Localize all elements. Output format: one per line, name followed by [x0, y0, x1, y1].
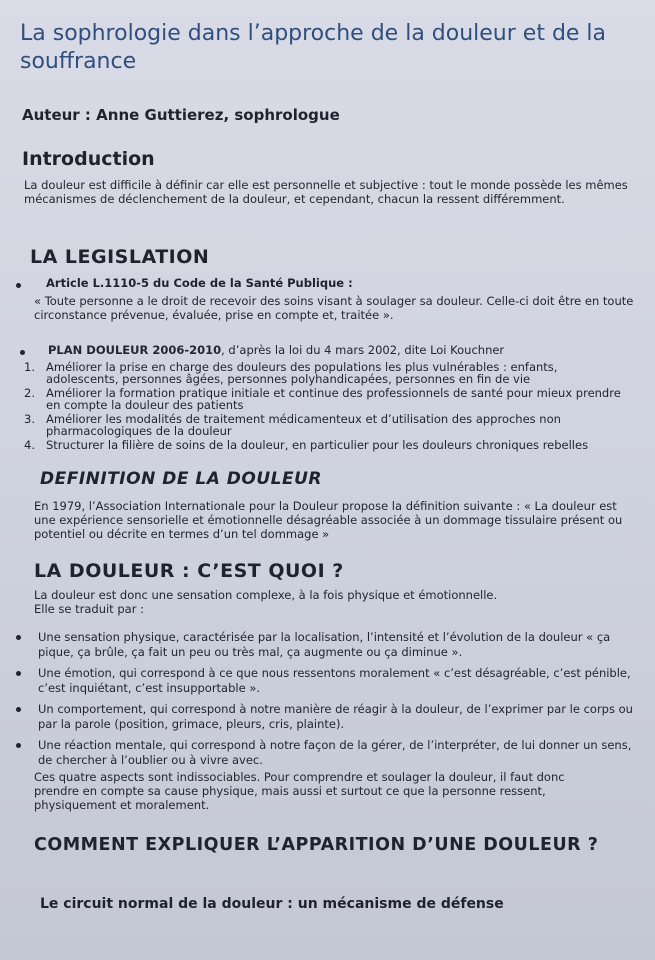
item-text: Structurer la filière de soins de la douleur, en particulier pour les douleurs chroniques rebelles [46, 438, 589, 452]
bullet-icon [20, 350, 25, 355]
item-number: 1. [24, 360, 35, 374]
item-number: 3. [24, 412, 35, 426]
definition-heading: DEFINITION DE LA DOULEUR [40, 469, 322, 489]
list-item [24, 361, 624, 385]
list-item: Une sensation physique, caractérisée par la localisation, l’intensité et l’évolution de la douleur « ça pique, ça brûle, ça fait un peu ou très mal, ça augmente ou ça diminue ». [14, 630, 634, 660]
plan-list [24, 361, 624, 453]
bullet-icon [16, 283, 21, 288]
item-text: Améliorer la prise en charge des douleurs des populations les plus vulnérables : enfants, adolescents, personnes âgées, personnes polyhandicapées, personnes en fin de vie [46, 360, 558, 386]
item-number: 2. [24, 386, 35, 400]
intro-text: La douleur est difficile à définir car elle est personnelle et subjective : tout le monde possède les mêmes mécanismes de déclenchement de la douleur, et cependant, chacun la ressent différemment. [24, 178, 628, 206]
item-number: 4. [24, 438, 35, 452]
definition-text: En 1979, l’Association Internationale pour la Douleur propose la définition suivante : « La douleur est une expérience sensorielle et émotionnelle désagréable associée à un dommage tissulaire présent ou potentiel ou décrite en termes d’un tel dommage » [34, 499, 623, 541]
legislation-heading: LA LEGISLATION [30, 246, 210, 268]
intro-heading: Introduction [22, 148, 155, 170]
article-title: Article L.1110-5 du Code de la Santé Publique : [46, 276, 353, 290]
quoi-heading: LA DOULEUR : C’EST QUOI ? [34, 560, 344, 582]
quoi-list [14, 630, 634, 774]
document-title: La sophrologie dans l’approche de la douleur et de la souffrance [20, 21, 607, 74]
plan-title: PLAN DOULEUR 2006-2010 [48, 343, 222, 357]
article-text: « Toute personne a le droit de recevoir des soins visant à soulager sa douleur. Celle-ci doit être en toute circonstance prévenue, évaluée, prise en compte et, traitée ». [34, 294, 634, 322]
apparition-subheading: Le circuit normal de la douleur : un mécanisme de défense [40, 896, 504, 912]
item-text: Améliorer les modalités de traitement médicamenteux et d’utilisation des approches non pharmacologiques de la douleur [46, 412, 561, 438]
list-item: Un comportement, qui correspond à notre manière de réagir à la douleur, de l’exprimer par le corps ou par la parole (position, grimace, pleurs, cris, plainte). [14, 702, 634, 732]
plan-line [48, 343, 628, 357]
quoi-conclusion: Ces quatre aspects sont indissociables. Pour comprendre et soulager la douleur, il faut donc prendre en compte sa cause physique, mais aussi et surtout ce que la personne ressent, physiquement et moralement. [34, 770, 565, 812]
list-item: Une émotion, qui correspond à ce que nous ressentons moralement « c’est désagréable, c’est pénible, c’est inquiétant, c’est insupportable ». [14, 666, 634, 696]
quoi-intro: La douleur est donc une sensation complexe, à la fois physique et émotionnelle. Elle se traduit par : [34, 588, 498, 616]
plan-suffix: , d’après la loi du 4 mars 2002, dite Loi Kouchner [221, 343, 505, 357]
author-line: Auteur : Anne Guttierez, sophrologue [22, 106, 340, 124]
apparition-heading: COMMENT EXPLIQUER L’APPARITION D’UNE DOULEUR ? [34, 835, 599, 855]
item-text: Améliorer la formation pratique initiale et continue des professionnels de santé pour mieux prendre en compte la douleur des patients [46, 386, 621, 412]
list-item [24, 439, 624, 451]
list-item [24, 387, 624, 411]
list-item: Une réaction mentale, qui correspond à notre façon de la gérer, de l’interpréter, de lui donner un sens, de chercher à l’oublier ou à vivre avec. [14, 738, 634, 768]
list-item [24, 413, 624, 437]
